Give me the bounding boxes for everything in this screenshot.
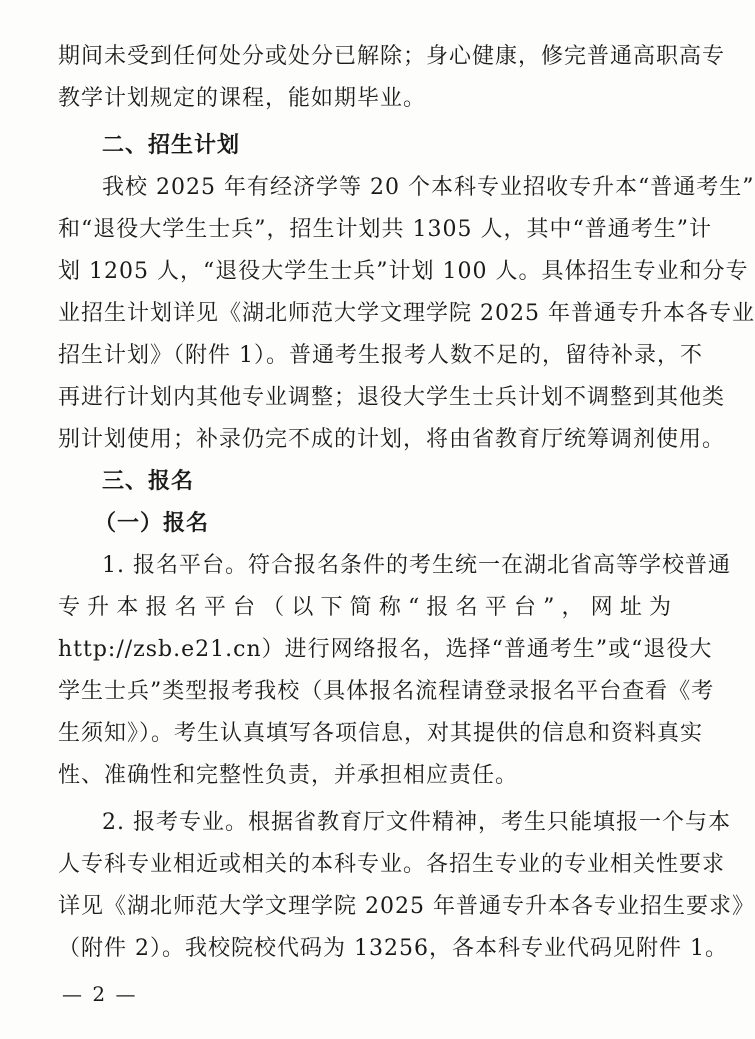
section-heading-enrollment-plan: 二、招生计划 xyxy=(102,133,241,158)
paragraph-first-line: 1. 报名平台。符合报名条件的考生统一在湖北省高等学校普通 xyxy=(102,553,731,578)
body-line: 期间未受到任何处分或处分已解除；身心健康，修完普通高职高专 xyxy=(58,44,726,69)
body-line: 划 1205 人，“退役大学生士兵”计划 100 人。具体招生专业和分专 xyxy=(58,259,749,284)
body-line: 业招生计划详见《湖北师范大学文理学院 2025 年普通专升本各专业 xyxy=(58,301,755,326)
body-line: 学生士兵”类型报考我校（具体报名流程请登录报名平台查看《考 xyxy=(58,679,715,704)
body-line: 人专科专业相近或相关的本科专业。各招生专业的专业相关性要求 xyxy=(58,852,726,877)
body-line: （附件 2）。我校院校代码为 13256，各本科专业代码见附件 1。 xyxy=(58,936,728,961)
body-line: 再进行计划内其他专业调整；退役大学生士兵计划不调整到其他类 xyxy=(58,385,726,410)
paragraph-first-line: 2. 报考专业。根据省教育厅文件精神，考生只能填报一个与本 xyxy=(102,810,731,835)
subsection-heading-registration: （一）报名 xyxy=(94,511,210,536)
page-number: — 2 — xyxy=(62,982,138,1006)
body-line: 详见《湖北师范大学文理学院 2025 年普通专升本各专业招生要求》 xyxy=(58,894,755,919)
body-line: 生须知》）。考生认真填写各项信息，对其提供的信息和资料真实 xyxy=(58,721,704,746)
body-line: 专升本报名平台（以下简称“报名平台”，网址为 xyxy=(58,595,672,620)
body-line: 教学计划规定的课程，能如期毕业。 xyxy=(58,86,427,111)
body-line: 性、准确性和完整性负责，并承担相应责任。 xyxy=(58,763,519,788)
body-line: 别计划使用；补录仍完不成的计划，将由省教育厅统筹调剂使用。 xyxy=(58,427,726,452)
paragraph-first-line: 我校 2025 年有经济学等 20 个本科专业招收专升本“普通考生” xyxy=(102,175,755,200)
body-line: 招生计划》（附件 1）。普通考生报考人数不足的，留待补录，不 xyxy=(58,343,703,368)
body-line: 和“退役大学生士兵”，招生计划共 1305 人，其中“普通考生”计 xyxy=(58,217,712,242)
body-line: http://zsb.e21.cn）进行网络报名，选择“普通考生”或“退役大 xyxy=(58,637,713,662)
section-heading-registration: 三、报名 xyxy=(102,469,195,494)
